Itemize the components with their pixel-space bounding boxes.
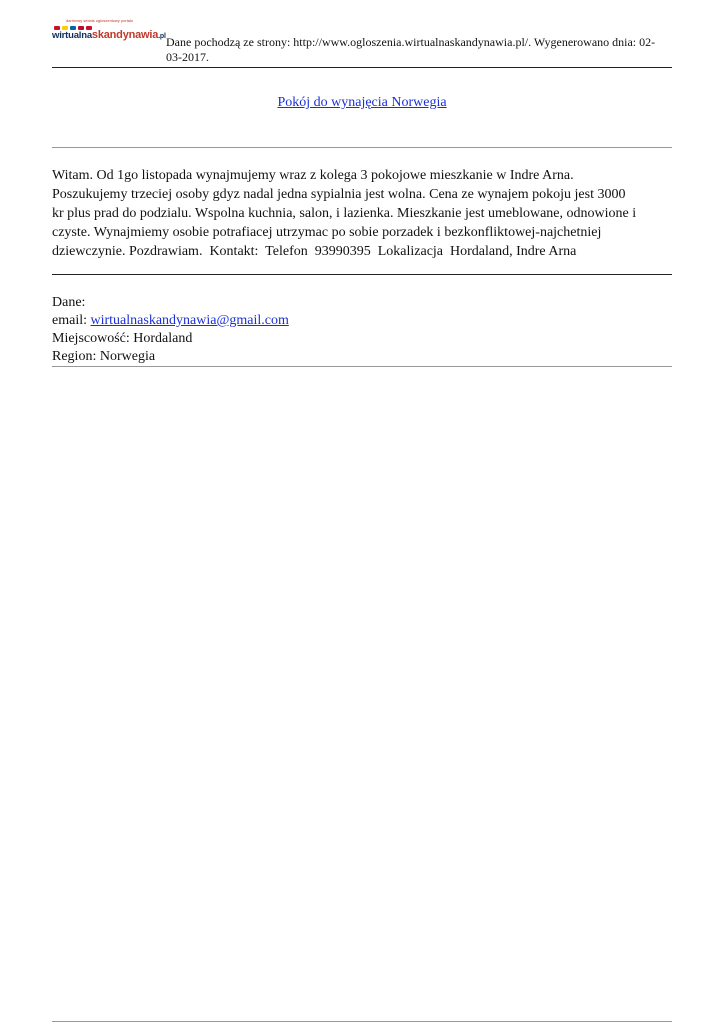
location-value: Hordaland (133, 331, 193, 346)
details-section (52, 294, 672, 366)
logo-wordmark (52, 29, 166, 41)
details-divider (52, 366, 672, 367)
region-row (52, 348, 672, 366)
title-divider (52, 147, 672, 148)
location-row (52, 330, 672, 348)
listing-title (52, 94, 672, 112)
location-label: Miejscowość: (52, 331, 134, 346)
logo-tagline: darmowy serwis ogłoszeniowy portalu (66, 18, 134, 23)
details-heading: Dane: (52, 295, 86, 310)
header-divider (52, 67, 672, 68)
region-label: Region: (52, 349, 100, 364)
region-value: Norwegia (99, 349, 156, 364)
email-label: email: (52, 313, 91, 328)
listing-title-link[interactable]: Pokój do wynajęcia Norwegia (277, 95, 447, 110)
logo-wordmark-part1: wirtualna (52, 30, 92, 41)
email-row (52, 312, 672, 330)
source-info: Dane pochodzą ze strony: http://www.ogloszenia.wirtualnaskandynawia.pl/. Wygenerowano dnia: 02-03-2017. (166, 35, 656, 64)
listing-description: Witam. Od 1go listopada wynajmujemy wraz z kolega 3 pokojowe mieszkanie w Indre Arna. Poszukujemy trzeciej osoby gdyz nadal jedna sypialnia jest wolna. Cena ze wynajem pokoju jest 3000 kr plus prad do podzialu. Wspolna kuchnia, salon, i lazienka. Mieszkanie jest umeblowane, odnowione i czyste. Wynajmiemy osobie potrafiacej utrzymac po sobie porzadek i bezkonfliktowej-najchetniej dziewczynie. Pozdrawiam. Kontakt: Telefon 93990395 Lokalizacja Hordaland, Indre Arna (52, 168, 637, 259)
logo-wordmark-part3: .pl (158, 33, 166, 40)
description-divider (52, 274, 672, 275)
footer-divider (52, 1021, 672, 1022)
email-link[interactable]: wirtualnaskandynawia@gmail.com (90, 313, 289, 328)
logo-wordmark-part2: skandynawia (91, 29, 159, 41)
site-logo (52, 18, 166, 44)
